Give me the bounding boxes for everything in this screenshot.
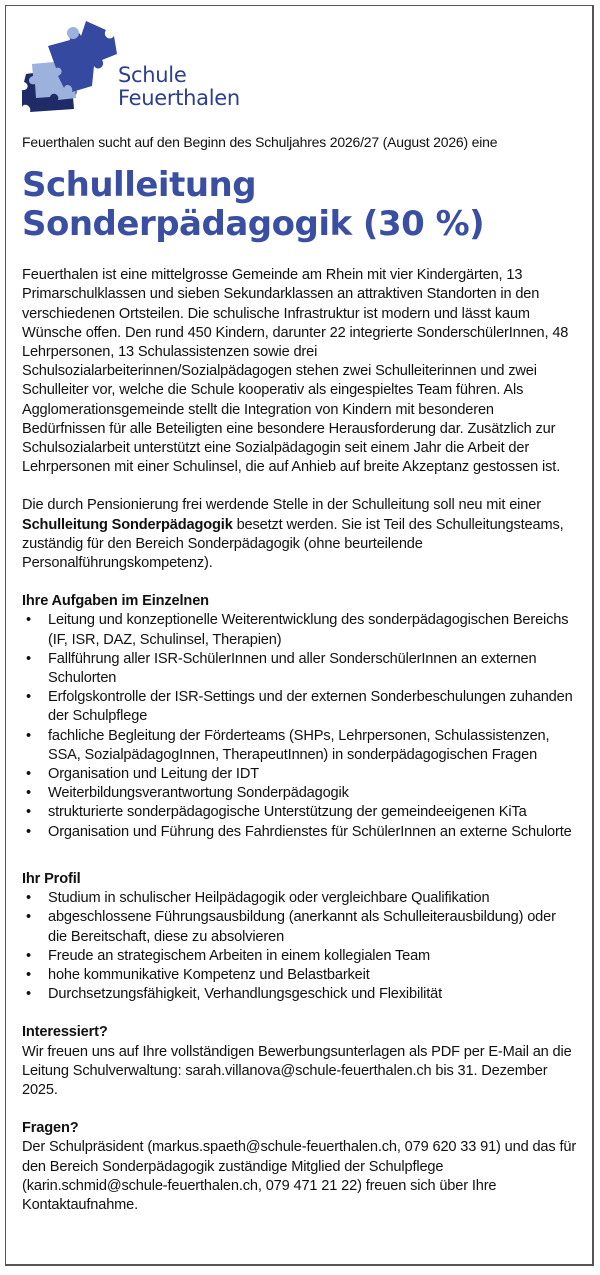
- school-logo: [18, 16, 288, 116]
- list-item: • fachliche Begleitung der Förderteams (SHPs, Lehrpersonen, Schulassistenzen, SSA, SozialpädagogInnen, TherapeutInnen) in sonderpädagogischen Fragen: [26, 727, 550, 763]
- list-item: • abgeschlossene Führungsausbildung (anerkannt als Schulleiterausbildung) oder die Bereitschaft, diese zu absolvieren: [26, 909, 556, 945]
- questions-section: [22, 1119, 578, 1215]
- list-item: • strukturierte sonderpädagogische Unterstützung der gemeindeeigenen KiTa: [22, 803, 578, 822]
- list-item: • Organisation und Führung des Fahrdienstes für SchülerInnen an externe Schulorte: [22, 823, 578, 842]
- profile-heading: Ihr Profil: [22, 870, 81, 887]
- tasks-section: [22, 592, 578, 842]
- list-item: • Leitung und konzeptionelle Weiterentwicklung des sonderpädagogischen Bereichs (IF, ISR, DAZ, Schulinsel, Therapien): [26, 612, 569, 648]
- puzzle-logo-icon: [18, 16, 118, 116]
- list-item: • Studium in schulischer Heilpädagogik oder vergleichbare Qualifikation: [22, 889, 578, 908]
- list-item: • Freude an strategischem Arbeiten in einem kollegialen Team: [22, 947, 578, 966]
- interested-heading: Interessiert?: [22, 1024, 108, 1041]
- bullet-icon: •: [26, 890, 31, 907]
- job-ad-content: [22, 133, 578, 1215]
- logo-line-2: Feuerthalen: [118, 86, 240, 110]
- list-item: • Fallführung aller ISR-SchülerInnen und aller SonderschülerInnen an externen Schulorten: [26, 650, 537, 687]
- bullet-icon: •: [26, 966, 31, 983]
- list-item: • Erfolgskontrolle der ISR-Settings und der externen Sonderbeschulungen zuhanden der Schulpflege: [26, 689, 573, 725]
- bullet-icon: •: [26, 785, 31, 802]
- position-text-after: besetzt werden. Sie ist Teil des Schulleitungsteams, zuständig für den Bereich Sonderpädagogik (ohne beurteilende Personalführungskompetenz).: [22, 516, 564, 572]
- bullet-icon: •: [26, 986, 31, 1003]
- logo-line-1: Schule: [118, 63, 187, 87]
- bullet-icon: •: [26, 650, 31, 667]
- list-item: • Weiterbildungsverantwortung Sonderpädagogik: [22, 784, 578, 803]
- profile-list: [22, 889, 578, 1004]
- bullet-icon: •: [26, 689, 31, 706]
- tasks-heading: Ihre Aufgaben im Einzelnen: [22, 593, 209, 610]
- job-title-line-2: Sonderpädagogik (30 %): [22, 204, 485, 245]
- bullet-icon: •: [26, 823, 31, 840]
- bullet-icon: •: [26, 612, 31, 629]
- profile-section: [22, 870, 578, 1004]
- bullet-icon: •: [26, 909, 31, 926]
- questions-heading: Fragen?: [22, 1120, 79, 1137]
- bullet-icon: •: [26, 947, 31, 964]
- president-email-link[interactable]: markus.spaeth@schule-feuerthalen.ch: [152, 1139, 397, 1156]
- board-member-email-link[interactable]: karin.schmid@schule-feuerthalen.ch: [26, 1177, 258, 1194]
- bullet-icon: •: [26, 727, 31, 744]
- list-item: • hohe kommunikative Kompetenz und Belastbarkeit: [22, 966, 578, 985]
- position-text-before: Die durch Pensionierung frei werdende Stelle in der Schulleitung soll neu mit einer: [22, 497, 541, 514]
- interested-section: [22, 1023, 578, 1100]
- list-item: • Durchsetzungsfähigkeit, Verhandlungsgeschick und Flexibilität: [22, 985, 578, 1004]
- intro-text: Feuerthalen sucht auf den Beginn des Schuljahres 2026/27 (August 2026) eine: [22, 134, 498, 150]
- job-title: [22, 166, 578, 244]
- school-description: Feuerthalen ist eine mittelgrosse Gemeinde am Rhein mit vier Kindergärten, 13 Primarschulklassen und sieben Sekundarklassen an attraktiven Standorten in den verschiedenen Ortsteilen. Die schulische Infrastruktur ist modern und lässt kaum Wünsche offen. Den rund 450 Kindern, darunter 22 integrierte SonderschülerInnen, 48 Lehrpersonen, 13 Schulassistenzen sowie drei Schulsozialarbeiterinnen/Sozialpädagogen stehen zwei Schulleiterinnen und zwei Schulleiter vor, welche die Schule kooperativ als eingespieltes Team führen. Als Agglomerationsgemeinde stellt die Integration von Kindern mit besonderen Bedürfnissen für alle Beteiligten eine besondere Herausforderung dar. Zusätzlich zur Schulsozialarbeit unterstützt eine Sozialpädagogin seit einem Jahr die Arbeit der Lehrpersonen mit einer Schulinsel, die auf Anhieb auf breite Akzeptanz gestossen ist.: [22, 267, 569, 476]
- tasks-list: [22, 611, 578, 841]
- questions-text: Der Schulpräsident (markus.spaeth@schule-feuerthalen.ch, 079 620 33 91) und das für den Bereich Sonderpädagogik zuständige Mitglied der Schulpflege (karin.schmid@schule-feuerthalen.ch, 079 471 21 22) freuen sich über Ihre Kontaktaufnahme.: [22, 1139, 577, 1213]
- position-description: [22, 496, 578, 573]
- application-email-link[interactable]: sarah.villanova@schule-feuerthalen.ch: [185, 1062, 432, 1079]
- position-title-bold: Schulleitung Sonderpädagogik: [22, 516, 233, 533]
- job-title-line-1: Schulleitung: [22, 165, 257, 206]
- interested-text: Wir freuen uns auf Ihre vollständigen Bewerbungsunterlagen als PDF per E-Mail an die Leitung Schulverwaltung: sarah.villanova@schule-feuerthalen.ch bis 31. Dezember 2025.: [22, 1043, 572, 1098]
- school-logo-text: [118, 64, 240, 110]
- bullet-icon: •: [26, 804, 31, 821]
- list-item: • Organisation und Leitung der IDT: [22, 765, 578, 784]
- bullet-icon: •: [26, 766, 31, 783]
